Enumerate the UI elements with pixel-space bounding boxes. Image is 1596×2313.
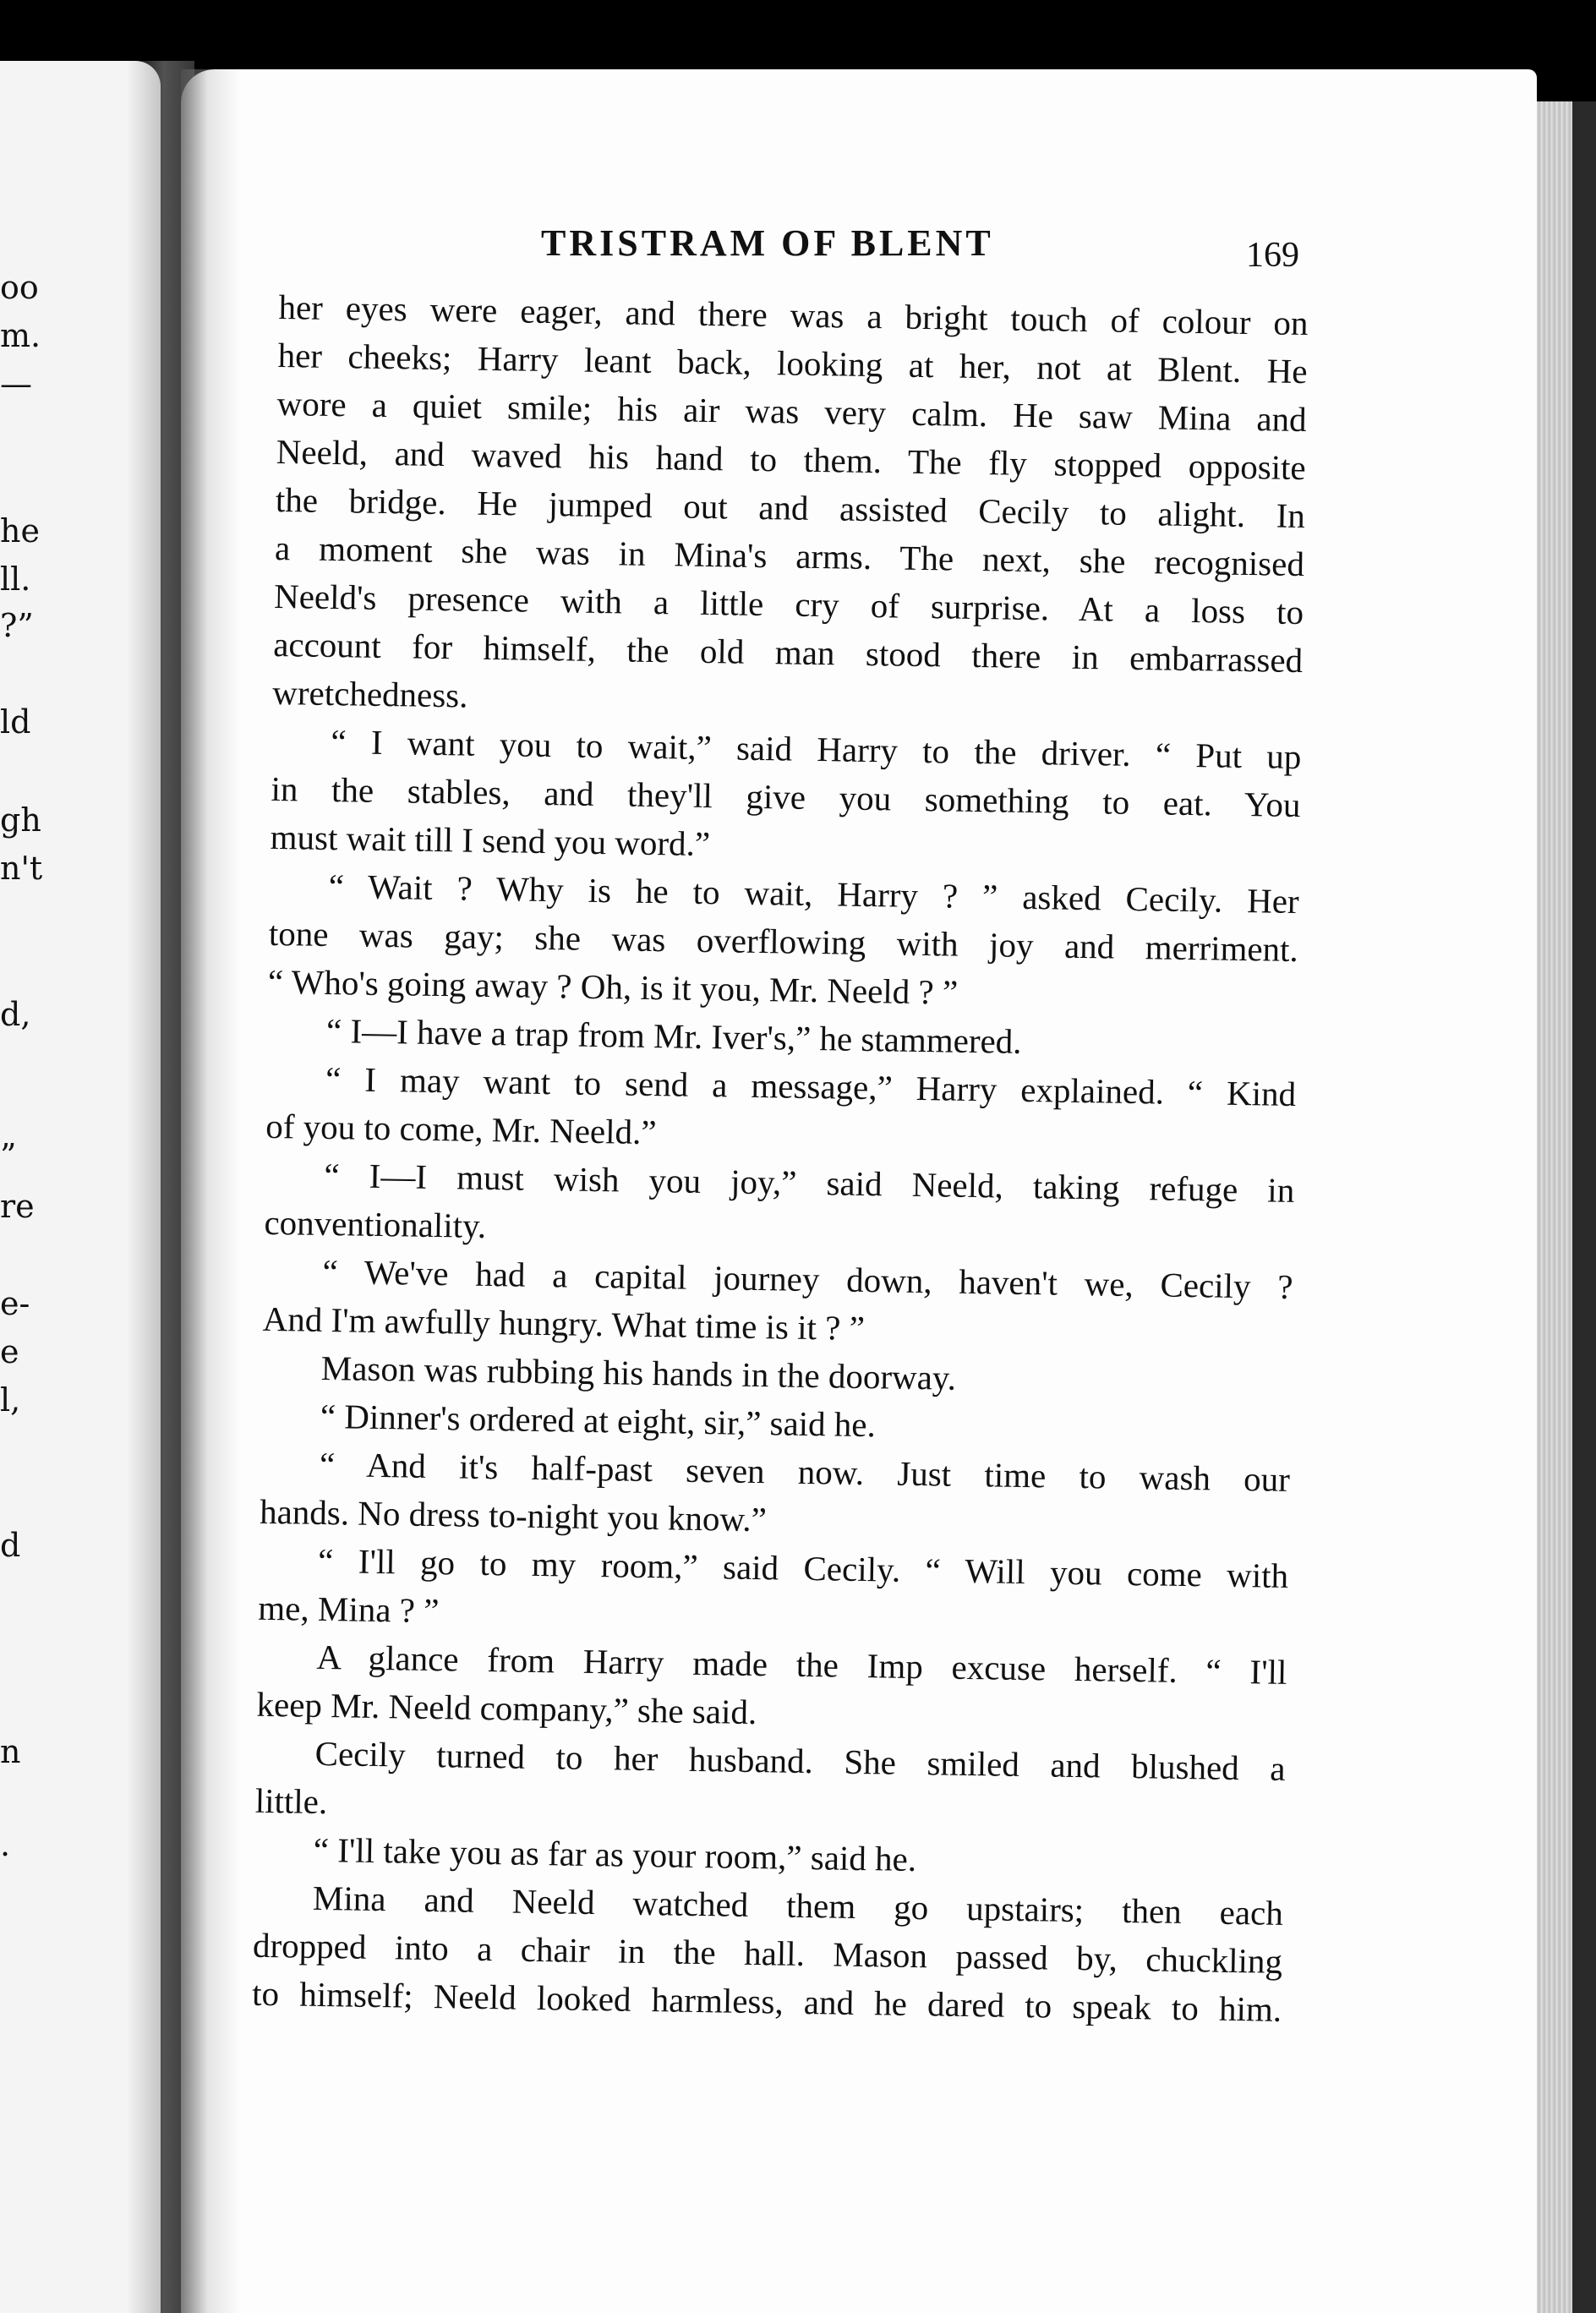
left-fragment: ?” <box>0 607 34 644</box>
text-line: Cecily turned to her husband. She smiled and blushed a <box>314 1733 1286 1788</box>
left-fragment: ” <box>0 1137 17 1174</box>
text-line: in the stables, and they'll give you something to eat. You <box>271 768 1301 825</box>
text-line: “ I'll go to my room,” said Cecily. “ Will you come with <box>317 1540 1289 1595</box>
text-line: little. <box>254 1780 328 1822</box>
left-fragment: n't <box>0 850 43 887</box>
left-fragment: l, <box>0 1381 21 1419</box>
text-line: to himself; Neeld looked harmless, and he dared to speak to him. <box>251 1973 1282 2029</box>
text-line: “ I—I have a trap from Mr. Iver's,” he stammered. <box>325 1010 1022 1061</box>
text-line: her cheeks; Harry leant back, looking at her, not at Blent. He <box>277 335 1308 391</box>
page-body-text <box>252 283 1309 2034</box>
text-line: “ I may want to send a message,” Harry explained. “ Kind <box>325 1058 1297 1114</box>
text-line: A glance from Harry made the Imp excuse herself. “ I'll <box>316 1637 1287 1692</box>
text-line: “ We've had a capital journey down, haven't we, Cecily ? <box>322 1251 1293 1306</box>
left-fragment: — <box>0 365 32 402</box>
text-line: her eyes were eager, and there was a bright touch of colour on <box>278 287 1309 343</box>
text-line: tone was gay; she was overflowing with joy and merriment. <box>268 913 1299 970</box>
text-line: hands. No dress to-night you know.” <box>259 1491 768 1539</box>
page-stack-edge-dark <box>1572 101 1596 2313</box>
text-line: conventionality. <box>264 1202 487 1245</box>
text-line: Neeld's presence with a little cry of surprise. At a loss to <box>273 576 1304 632</box>
text-line: keep Mr. Neeld company,” she said. <box>256 1684 757 1732</box>
left-fragment: e- <box>0 1285 30 1322</box>
text-line: “ And it's half-past seven now. Just time to wash our <box>319 1444 1291 1499</box>
left-fragment: ll. <box>0 560 31 598</box>
left-fragment: ld <box>0 703 31 741</box>
left-fragment: oo <box>0 269 39 306</box>
running-title: TRISTRAM OF BLENT <box>541 222 994 264</box>
left-fragment: d, <box>0 996 31 1033</box>
text-line: Neeld, and waved his hand to them. The fly stopped opposite <box>276 431 1307 488</box>
left-fragment: re <box>0 1188 35 1225</box>
page-number: 169 <box>1246 236 1299 275</box>
text-line: the bridge. He jumped out and assisted Cecily to alight. In <box>275 479 1306 536</box>
left-fragment: gh <box>0 801 41 839</box>
text-line: And I'm awfully hungry. What time is it ? ” <box>262 1299 866 1348</box>
text-line: wretchedness. <box>272 672 468 715</box>
left-fragment: e <box>0 1333 19 1370</box>
text-line: “ Dinner's ordered at eight, sir,” said he. <box>320 1396 877 1445</box>
text-line: Mina and Neeld watched them go upstairs; then each <box>312 1878 1284 1933</box>
left-fragment: n <box>0 1733 21 1770</box>
text-line: Mason was rubbing his hands in the doorway. <box>320 1348 957 1397</box>
left-fragment: . <box>0 1826 11 1863</box>
text-line: “ Who's going away ? Oh, is it you, Mr. Neeld ? ” <box>267 961 959 1012</box>
text-line: “ I—I must wish you joy,” said Neeld, taking refuge in <box>324 1155 1295 1210</box>
text-line: a moment she was in Mina's arms. The next, she recognised <box>274 528 1305 584</box>
text-line: wore a quiet smile; his air was very calm. He saw Mina and <box>276 383 1307 440</box>
page-gutter-shadow <box>181 69 240 2313</box>
text-line: “ Wait ? Why is he to wait, Harry ? ” asked Cecily. Her <box>328 867 1300 921</box>
left-fragment: m. <box>0 317 41 354</box>
text-line: dropped into a chair in the hall. Mason passed by, chuckling <box>252 1925 1283 1981</box>
text-line: me, Mina ? ” <box>258 1588 440 1631</box>
text-line: “ I'll take you as far as your room,” said he. <box>313 1829 917 1879</box>
left-fragment: d <box>0 1527 21 1564</box>
left-fragment: he <box>0 512 40 550</box>
text-line: of you to come, Mr. Neeld.” <box>265 1106 657 1152</box>
text-line: “ I want you to wait,” said Harry to the driver. “ Put up <box>331 722 1302 777</box>
text-line: account for himself, the old man stood there in embarrassed <box>272 624 1304 681</box>
text-line: must wait till I send you word.” <box>270 817 711 864</box>
